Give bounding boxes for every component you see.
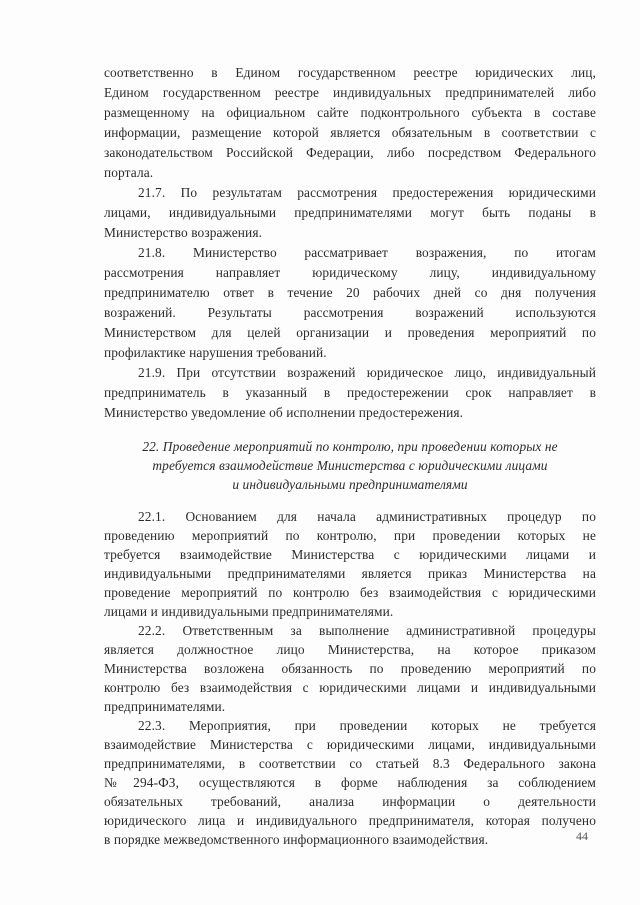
text-line: №294-ФЗ, осуществляются в форме наблюдения за соблюдением	[104, 775, 596, 790]
text-line: размещенному на официальном сайте подконтрольного субъекта в составе	[104, 105, 596, 120]
text-line: предпринимателями.	[104, 699, 226, 714]
page-number: 44	[576, 829, 588, 843]
paragraph-21-8: 21.8. Министерство рассматривает возражения, по итогам	[138, 245, 596, 260]
text-line: лицами, индивидуальными предпринимателями могут быть поданы в	[104, 205, 596, 220]
paragraph-22-2: 22.2. Ответственным за выполнение административной процедуры	[138, 623, 596, 638]
paragraph-21-9: 21.9. При отсутствии возражений юридическое лицо, индивидуальный	[138, 365, 596, 380]
text-line: Министерством для целей организации и проведения мероприятий по	[104, 325, 596, 340]
text-line: Едином государственном реестре индивидуальных предпринимателей либо	[104, 85, 596, 100]
text-line: возражений. Результаты рассмотрения возражений используются	[104, 305, 596, 320]
text-line: законодательством Российской Федерации, либо посредством Федерального	[104, 145, 596, 160]
text-line: соответственно в Едином государственном реестре юридических лиц,	[104, 65, 596, 80]
paragraph-21-7: 21.7. По результатам рассмотрения предостережения юридическими	[138, 185, 596, 200]
paragraph-22-1: 22.1. Основанием для начала административных процедур по	[138, 509, 596, 524]
text-line: предпринимателю ответ в течение 20 рабочих дней со дня получения	[104, 285, 596, 300]
section-heading: 22. Проведение мероприятий по контролю, при проведении которых не	[142, 439, 558, 454]
text-line: требуется взаимодействие Министерства с юридическими лицами и	[104, 547, 596, 562]
text-line: рассмотрения направляет юридическому лицу, индивидуальному	[104, 265, 596, 280]
text-line: лицами и индивидуальными предпринимателями.	[104, 604, 394, 619]
section-heading: и индивидуальными предпринимателями	[232, 477, 468, 492]
text-line: предприниматель в указанный в предостережении срок направляет в	[104, 385, 596, 400]
text-line: контролю без взаимодействия с юридическими лицами и индивидуальными	[104, 680, 596, 695]
paragraph-22-3: 22.3. Мероприятия, при проведении которых не требуется	[138, 718, 596, 733]
text-line: является должностное лицо Министерства, на которое приказом	[104, 642, 596, 657]
text-line: Министерство уведомление об исполнении предостережения.	[104, 405, 464, 420]
text-line: в порядке межведомственного информационного взаимодействия.	[104, 832, 489, 847]
text-line: профилактике нарушения требований.	[104, 345, 327, 360]
text-line: индивидуальными предпринимателями является приказ Министерства на	[104, 566, 596, 581]
text-line: проведению мероприятий по контролю, при проведении которых не	[104, 528, 596, 543]
text-line: обязательных требований, анализа информации о деятельности	[104, 794, 596, 809]
text-line: Министерство возражения.	[104, 225, 263, 240]
text-line: предпринимателями, в соответствии со статьей 8.3 Федерального закона	[104, 756, 596, 771]
section-heading: требуется взаимодействие Министерства с юридическими лицами	[152, 458, 548, 473]
text-line: портала.	[104, 165, 154, 180]
text-line: проведение мероприятий по контролю без взаимодействия с юридическими	[104, 585, 596, 600]
text-line: юридического лица и индивидуального предпринимателя, которая получено	[104, 813, 596, 828]
text-line: Министерства возложена обязанность по проведению мероприятий по	[104, 661, 596, 676]
text-line: взаимодействие Министерства с юридическими лицами, индивидуальными	[104, 737, 596, 752]
text-line: информации, размещение которой является обязательным в соответствии с	[104, 125, 596, 140]
